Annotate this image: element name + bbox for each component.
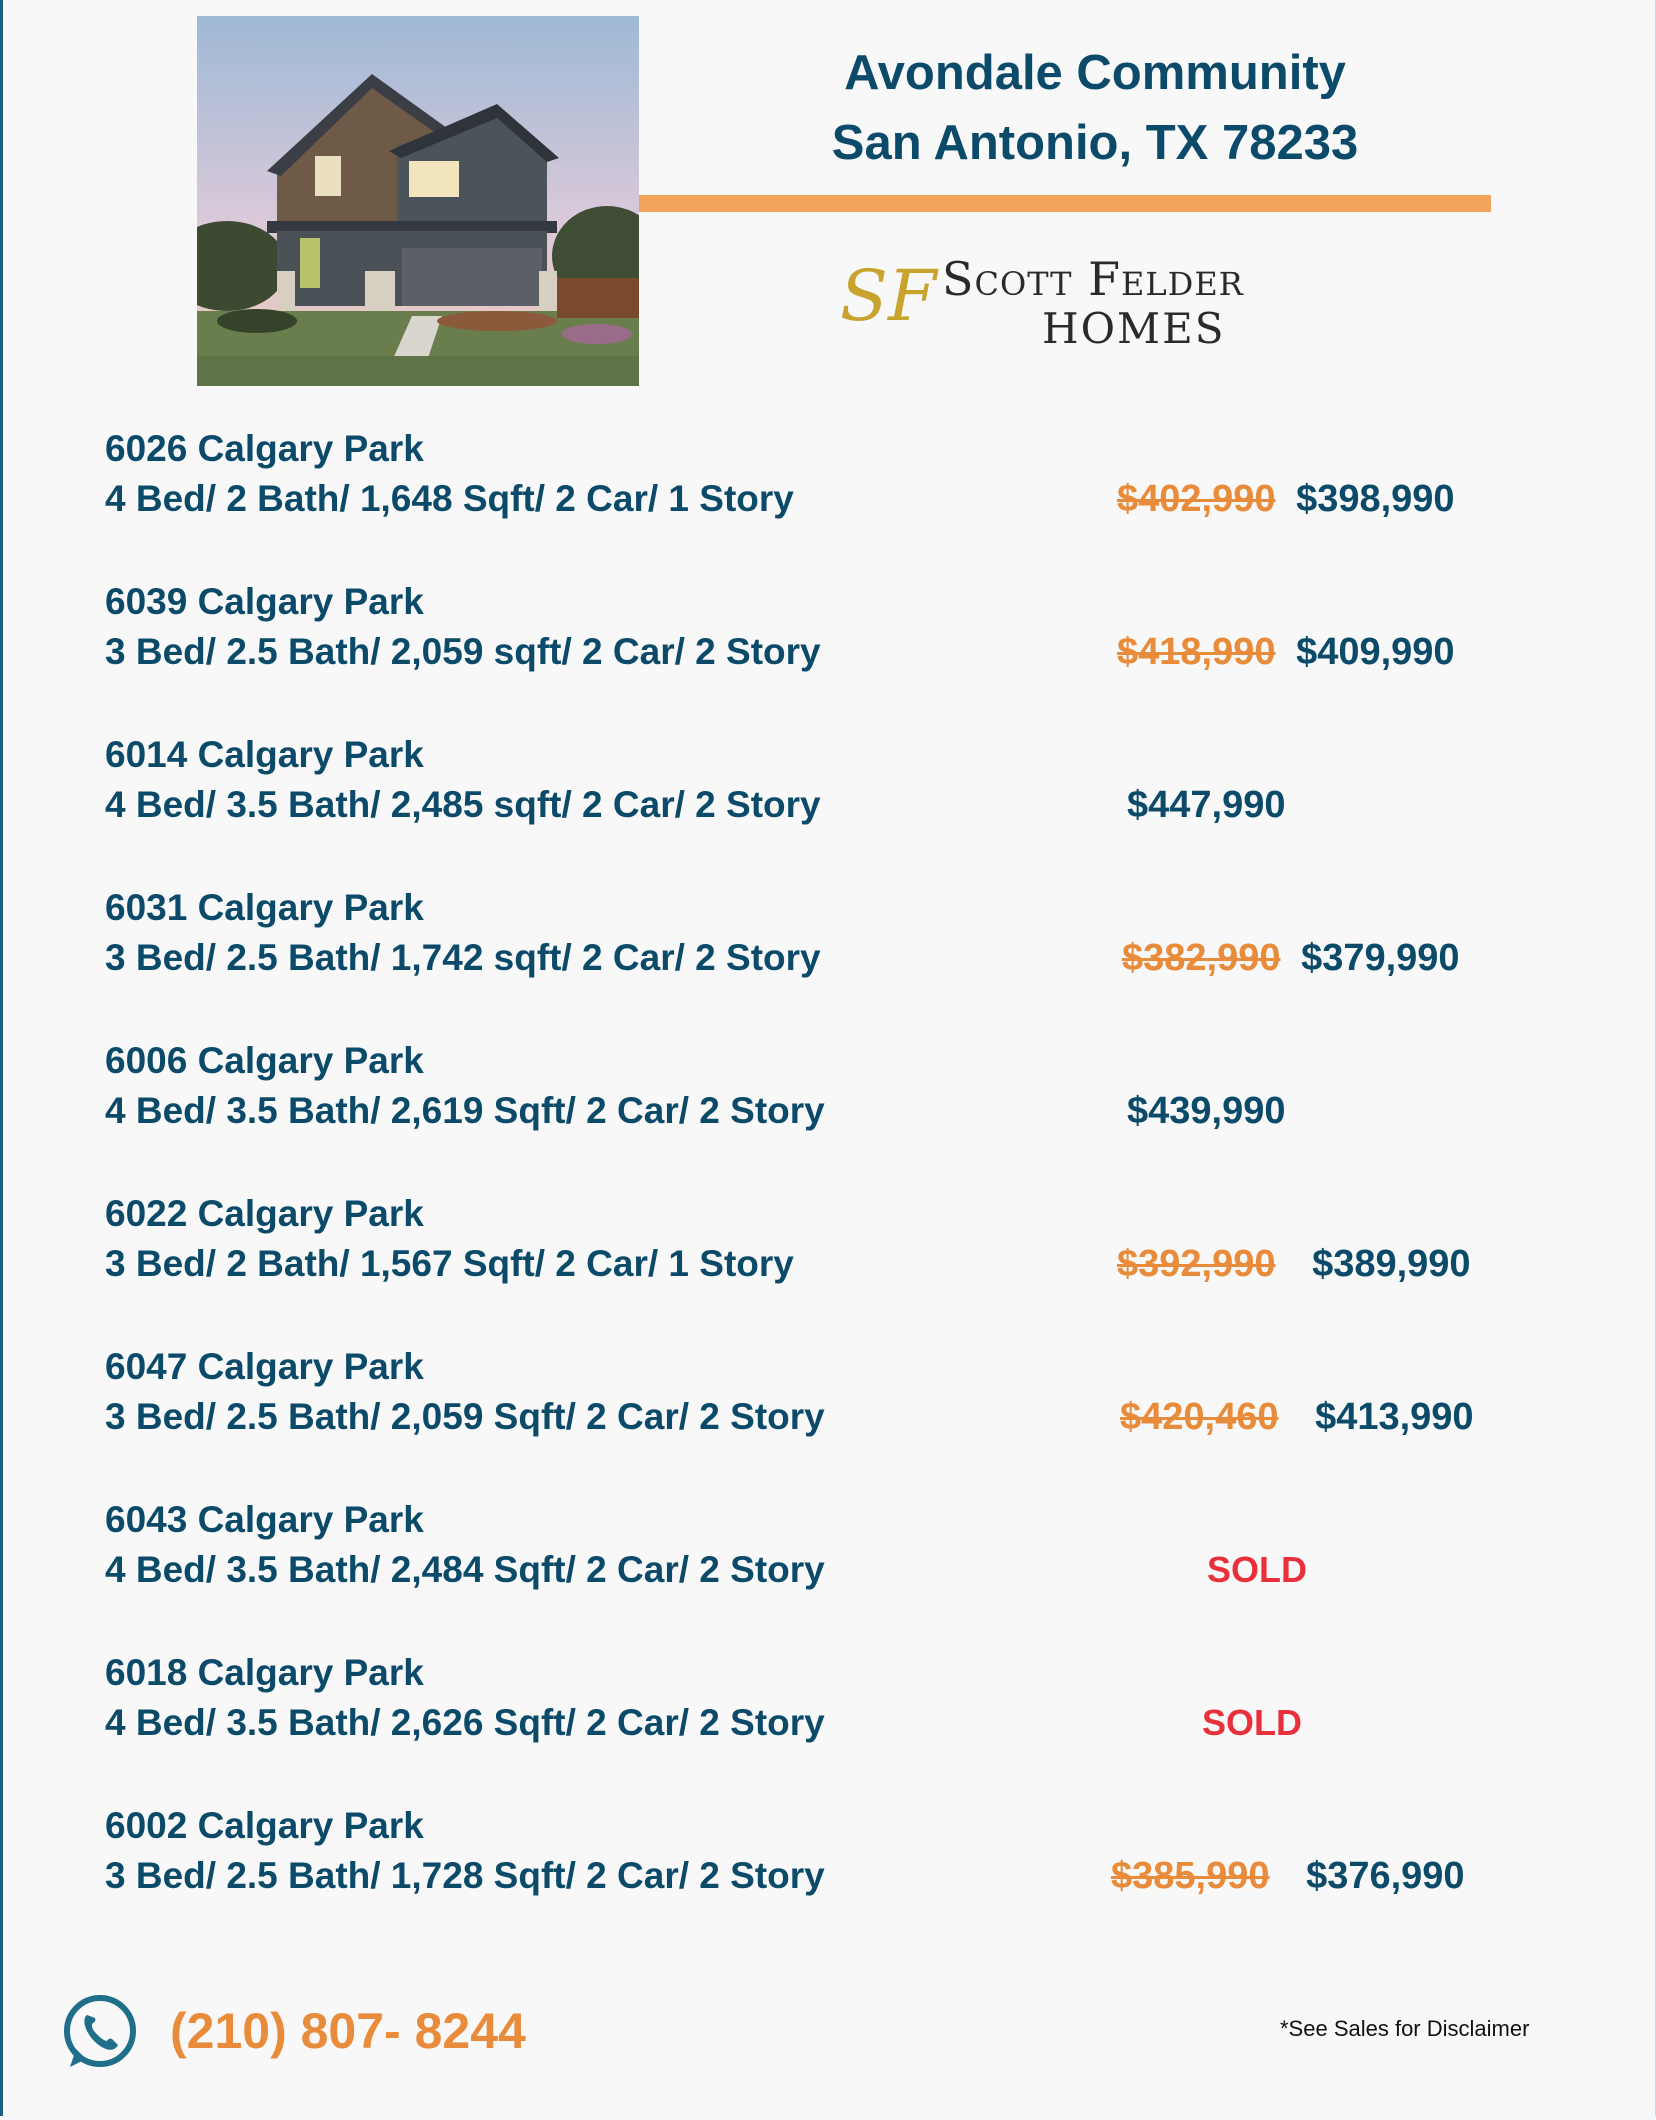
whatsapp-phone-icon xyxy=(60,1993,138,2071)
listing-price xyxy=(1117,478,1455,521)
listing-status xyxy=(1207,1549,1307,1592)
listing-address: 6002 Calgary Park xyxy=(105,1805,424,1846)
listing-price xyxy=(1117,1243,1471,1286)
listing-address: 6043 Calgary Park xyxy=(105,1499,424,1540)
builder-logo xyxy=(840,246,1340,356)
listing-item xyxy=(105,1652,1505,1762)
listing-price xyxy=(1111,1855,1465,1898)
listing-item xyxy=(105,581,1505,691)
listing-address: 6026 Calgary Park xyxy=(105,428,424,469)
house-photo xyxy=(197,16,639,386)
listing-address: 6039 Calgary Park xyxy=(105,581,424,622)
listing-price xyxy=(1127,1090,1286,1133)
sold-badge: SOLD xyxy=(1207,1549,1308,1590)
listing-specs: 4 Bed/ 3.5 Bath/ 2,619 Sqft/ 2 Car/ 2 Story xyxy=(105,1090,825,1131)
listing-specs: 4 Bed/ 3.5 Bath/ 2,485 sqft/ 2 Car/ 2 Story xyxy=(105,784,821,825)
current-price: $398,990 xyxy=(1296,478,1455,520)
logo-monogram: SF xyxy=(840,255,937,337)
listing-address: 6014 Calgary Park xyxy=(105,734,424,775)
listing-specs: 4 Bed/ 3.5 Bath/ 2,484 Sqft/ 2 Car/ 2 Story xyxy=(105,1549,825,1590)
listing-item xyxy=(105,887,1505,997)
listing-address: 6047 Calgary Park xyxy=(105,1346,424,1387)
community-title xyxy=(760,38,1430,178)
listing-specs: 3 Bed/ 2 Bath/ 1,567 Sqft/ 2 Car/ 1 Story xyxy=(105,1243,794,1284)
listing-price xyxy=(1127,784,1286,827)
listing-specs: 3 Bed/ 2.5 Bath/ 1,742 sqft/ 2 Car/ 2 Story xyxy=(105,937,821,978)
listing-address: 6031 Calgary Park xyxy=(105,887,424,928)
listing-status xyxy=(1202,1702,1302,1745)
original-price: $418,990 xyxy=(1117,631,1276,673)
listing-item xyxy=(105,1193,1505,1303)
current-price: $379,990 xyxy=(1301,937,1460,979)
listing-item xyxy=(105,1499,1505,1609)
original-price: $385,990 xyxy=(1111,1855,1270,1897)
current-price: $389,990 xyxy=(1312,1243,1471,1285)
phone-number[interactable]: (210) 807- 8244 xyxy=(170,2003,526,2059)
original-price: $402,990 xyxy=(1117,478,1276,520)
listing-specs: 4 Bed/ 3.5 Bath/ 2,626 Sqft/ 2 Car/ 2 Story xyxy=(105,1702,825,1743)
listing-item xyxy=(105,734,1505,844)
listing-specs: 4 Bed/ 2 Bath/ 1,648 Sqft/ 2 Car/ 1 Story xyxy=(105,478,794,519)
listing-specs: 3 Bed/ 2.5 Bath/ 1,728 Sqft/ 2 Car/ 2 Story xyxy=(105,1855,825,1896)
listing-address: 6022 Calgary Park xyxy=(105,1193,424,1234)
community-name: Avondale Community xyxy=(844,46,1346,100)
community-location: San Antonio, TX 78233 xyxy=(831,116,1359,170)
listing-price xyxy=(1117,631,1455,674)
current-price: $439,990 xyxy=(1127,1090,1286,1132)
sold-badge: SOLD xyxy=(1202,1702,1303,1743)
listing-item xyxy=(105,428,1505,538)
current-price: $409,990 xyxy=(1296,631,1455,673)
listing-address: 6006 Calgary Park xyxy=(105,1040,424,1081)
listing-item xyxy=(105,1805,1505,1915)
original-price: $420,460 xyxy=(1120,1396,1279,1438)
original-price: $382,990 xyxy=(1122,937,1281,979)
listing-address: 6018 Calgary Park xyxy=(105,1652,424,1693)
logo-subtitle: HOMES xyxy=(1042,304,1226,353)
listing-item xyxy=(105,1040,1505,1150)
listing-item xyxy=(105,1346,1505,1456)
current-price: $413,990 xyxy=(1315,1396,1474,1438)
current-price: $376,990 xyxy=(1306,1855,1465,1897)
listing-specs: 3 Bed/ 2.5 Bath/ 2,059 Sqft/ 2 Car/ 2 Story xyxy=(105,1396,825,1437)
listing-specs: 3 Bed/ 2.5 Bath/ 2,059 sqft/ 2 Car/ 2 Story xyxy=(105,631,821,672)
original-price: $392,990 xyxy=(1117,1243,1276,1285)
disclaimer-text: *See Sales for Disclaimer xyxy=(1280,2016,1530,2041)
listing-price xyxy=(1120,1396,1474,1439)
listing-price xyxy=(1122,937,1460,980)
accent-divider xyxy=(639,195,1491,212)
current-price: $447,990 xyxy=(1127,784,1286,826)
logo-name: Scott Felder xyxy=(942,252,1244,306)
